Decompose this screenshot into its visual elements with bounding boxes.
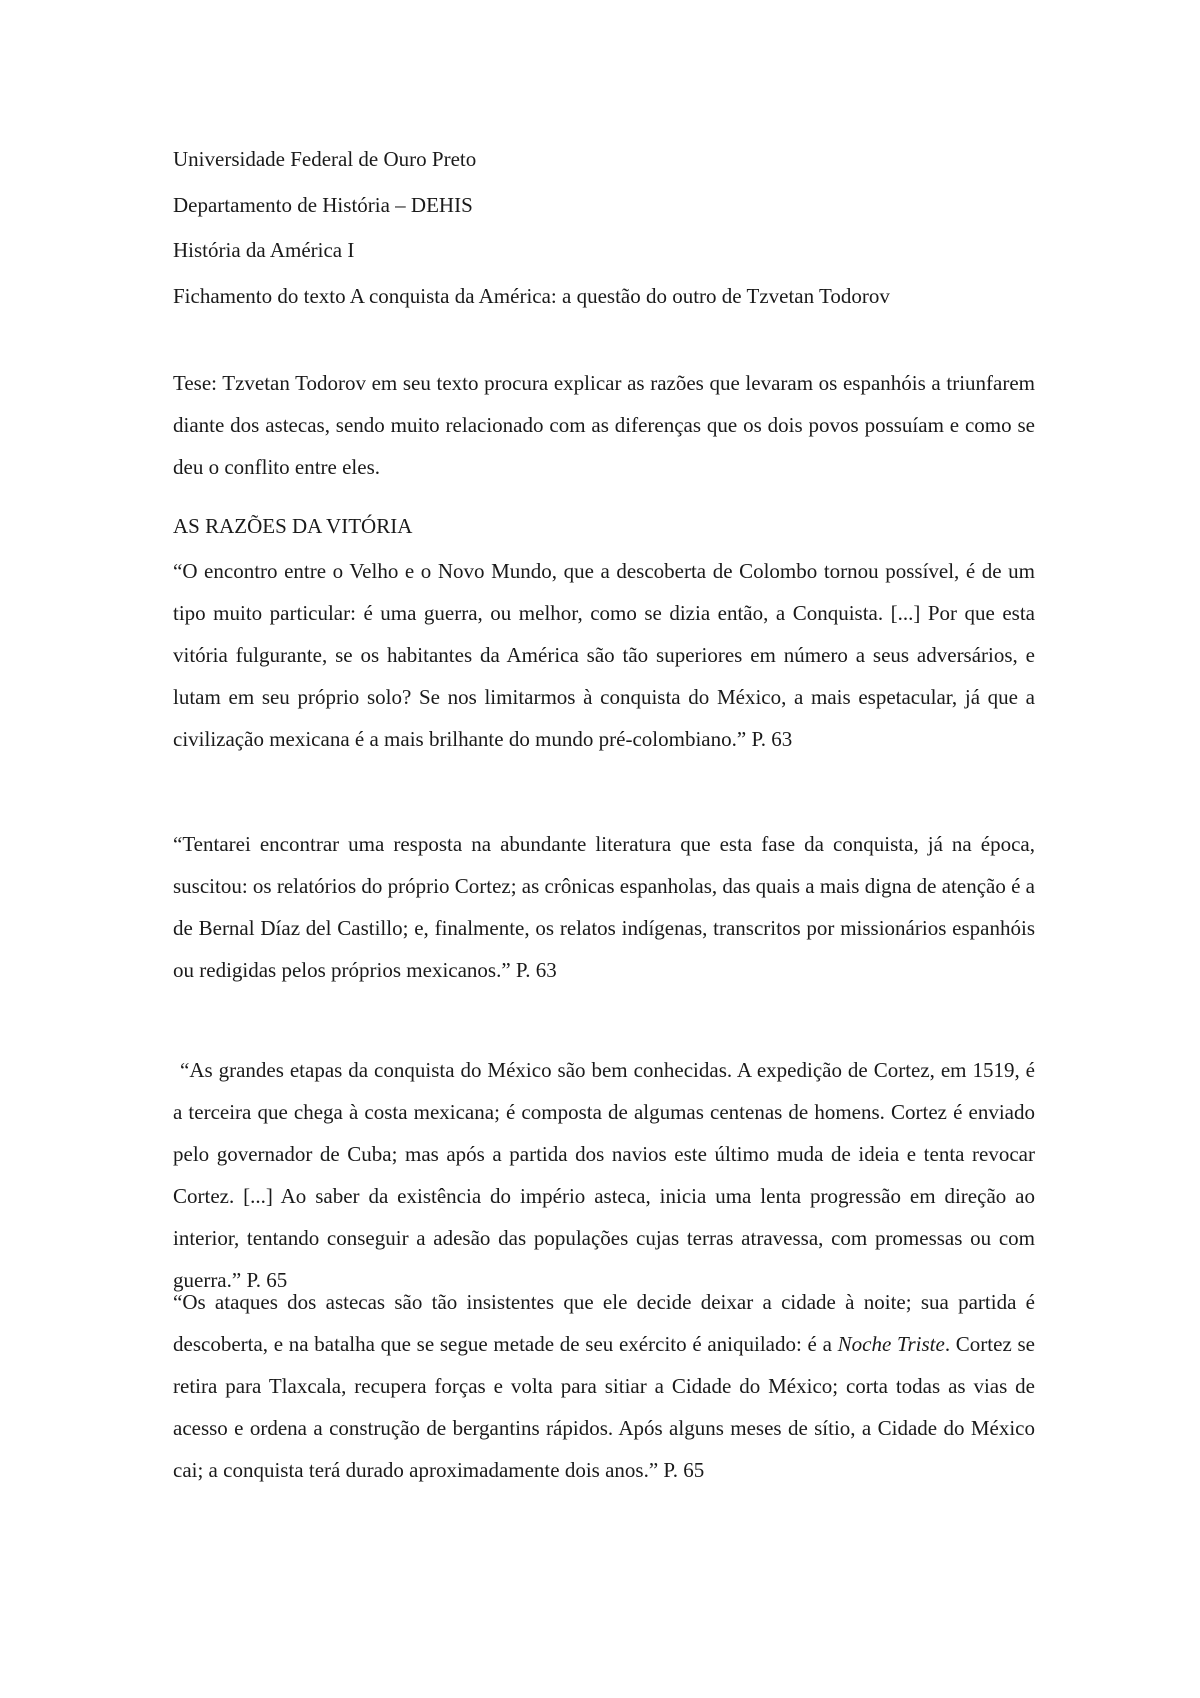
quote-paragraph-1: “O encontro entre o Velho e o Novo Mundo, que a descoberta de Colombo tornou possível, é de um tipo muito particular: é uma guerra, ou melhor, como se dizia então, a Conquista. [...] Por que esta vitória fulgurante, se os habitantes da América são tão superiores em número a seus adversários, e lutam em seu próprio solo? Se nos limitarmos à conquista do México, a mais espetacular, já que a civilização mexicana é a mais brilhante do mundo pré-colombiano.” P. 63 xyxy=(173,559,1035,751)
header-assignment: Fichamento do texto A conquista da América: a questão do outro de Tzvetan Todorov xyxy=(173,284,890,308)
quote-paragraph-2: “Tentarei encontrar uma resposta na abundante literatura que esta fase da conquista, já na época, suscitou: os relatórios do próprio Cortez; as crônicas espanholas, das quais a mais digna de atenção é a de Bernal Díaz del Castillo; e, finalmente, os relatos indígenas, transcritos por missionários espanhóis ou redigidas pelos próprios mexicanos.” P. 63 xyxy=(173,832,1035,982)
document-page xyxy=(173,0,1035,1698)
header-course: História da América I xyxy=(173,238,355,262)
quote-paragraph-4-text-before: “Os ataques dos astecas são tão insistentes que ele decide deixar a cidade à noite; sua partida é descoberta, e na batalha que se segue metade de seu exército é aniquilado: é a xyxy=(173,1290,1035,1356)
thesis-paragraph: Tese: Tzvetan Todorov em seu texto procura explicar as razões que levaram os espanhóis a triunfarem diante dos astecas, sendo muito relacionado com as diferenças que os dois povos possuíam e como se deu o conflito entre eles. xyxy=(173,371,1035,479)
section-title: AS RAZÕES DA VITÓRIA xyxy=(173,514,413,538)
quote-paragraph-4-italic: Noche Triste xyxy=(837,1332,945,1356)
header-university: Universidade Federal de Ouro Preto xyxy=(173,147,477,171)
quote-paragraph-4 xyxy=(173,1281,1035,1491)
quote-paragraph-3-text: “As grandes etapas da conquista do México são bem conhecidas. A expedição de Cortez, em 1519, é a terceira que chega à costa mexicana; é composta de algumas centenas de homens. Cortez é enviado pelo governador de Cuba; mas após a partida dos navios este último muda de ideia e tenta revocar Cortez. [...] Ao saber da existência do império asteca, inicia uma lenta progressão em direção ao interior, tentando conseguir a adesão das populações cujas terras atravessa, com promessas ou com guerra.” P. 65 xyxy=(173,1058,1035,1292)
quote-paragraph-4-text-after: . Cortez se retira para Tlaxcala, recupera forças e volta para sitiar a Cidade do México; corta todas as vias de acesso e ordena a construção de bergantins rápidos. Após alguns meses de sítio, a Cidade do México cai; a conquista terá durado aproximadamente dois anos.” P. 65 xyxy=(173,1332,1035,1482)
quote-paragraph-3 xyxy=(173,1049,1035,1301)
header-department: Departamento de História – DEHIS xyxy=(173,193,473,217)
